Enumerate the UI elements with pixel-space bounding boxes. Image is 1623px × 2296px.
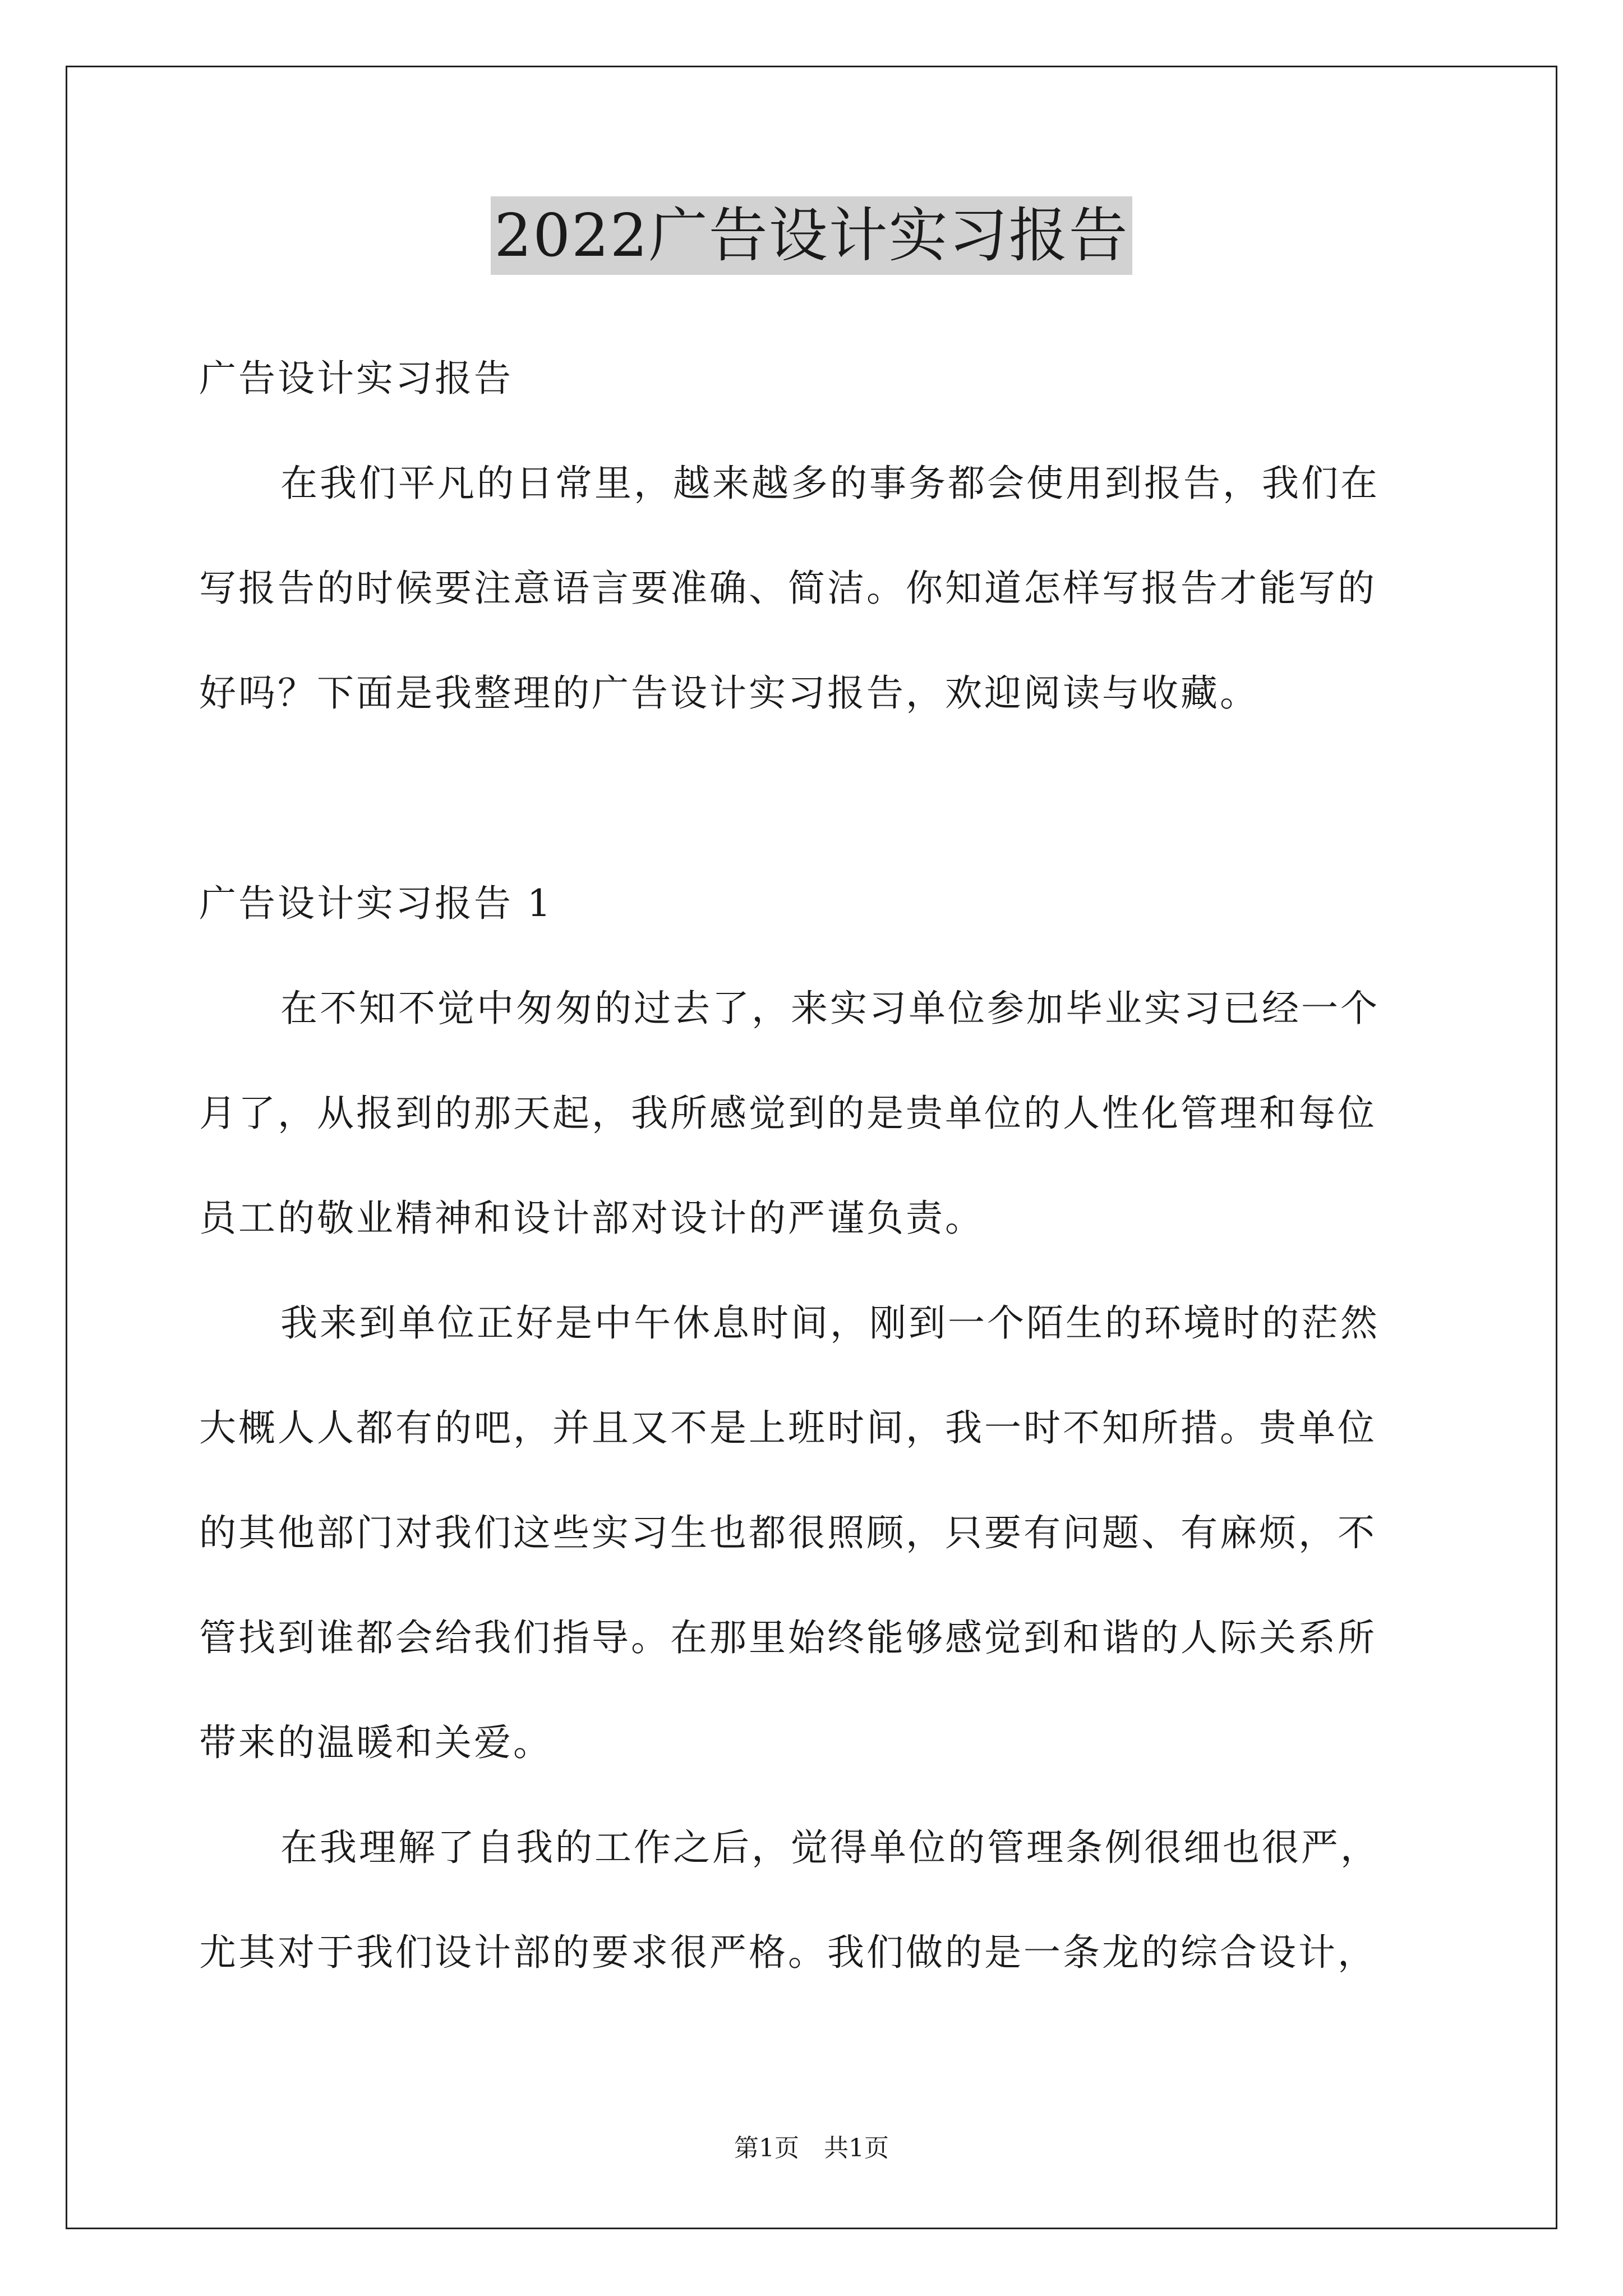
title-container [0, 196, 1623, 275]
paragraph3-line-2: 尤其对于我们设计部的要求很严格。我们做的是一条龙的综合设计， [199, 1931, 1377, 1974]
page-footer: 第1页 共1页 [734, 2134, 889, 2162]
paragraph2-line-1: 我来到单位正好是中午休息时间，刚到一个陌生的环境时的茫然 [280, 1301, 1380, 1345]
intro-line-3: 好吗？下面是我整理的广告设计实习报告，欢迎阅读与收藏。 [199, 671, 1259, 715]
document-subtitle: 广告设计实习报告 [199, 357, 513, 400]
paragraph2-line-2: 大概人人都有的吧，并且又不是上班时间，我一时不知所措。贵单位 [199, 1406, 1377, 1450]
intro-line-1: 在我们平凡的日常里，越来越多的事务都会使用到报告，我们在 [280, 462, 1380, 505]
paragraph2-line-4: 管找到谁都会给我们指导。在那里始终能够感觉到和谐的人际关系所 [199, 1616, 1377, 1659]
intro-line-2: 写报告的时候要注意语言要准确、简洁。你知道怎样写报告才能写的 [199, 567, 1377, 610]
paragraph1-line-2: 月了，从报到的那天起，我所感觉到的是贵单位的人性化管理和每位 [199, 1092, 1377, 1135]
paragraph2-line-5: 带来的温暖和关爱。 [199, 1721, 552, 1764]
document-title: 2022广告设计实习报告 [491, 196, 1132, 275]
paragraph2-line-3: 的其他部门对我们这些实习生也都很照顾，只要有问题、有麻烦，不 [199, 1511, 1377, 1554]
paragraph1-line-1: 在不知不觉中匆匆的过去了，来实习单位参加毕业实习已经一个 [280, 987, 1380, 1030]
paragraph1-line-3: 员工的敬业精神和设计部对设计的严谨负责。 [199, 1197, 984, 1240]
paragraph3-line-1: 在我理解了自我的工作之后，觉得单位的管理条例很细也很严， [280, 1826, 1380, 1869]
section-heading: 广告设计实习报告 1 [199, 882, 553, 925]
